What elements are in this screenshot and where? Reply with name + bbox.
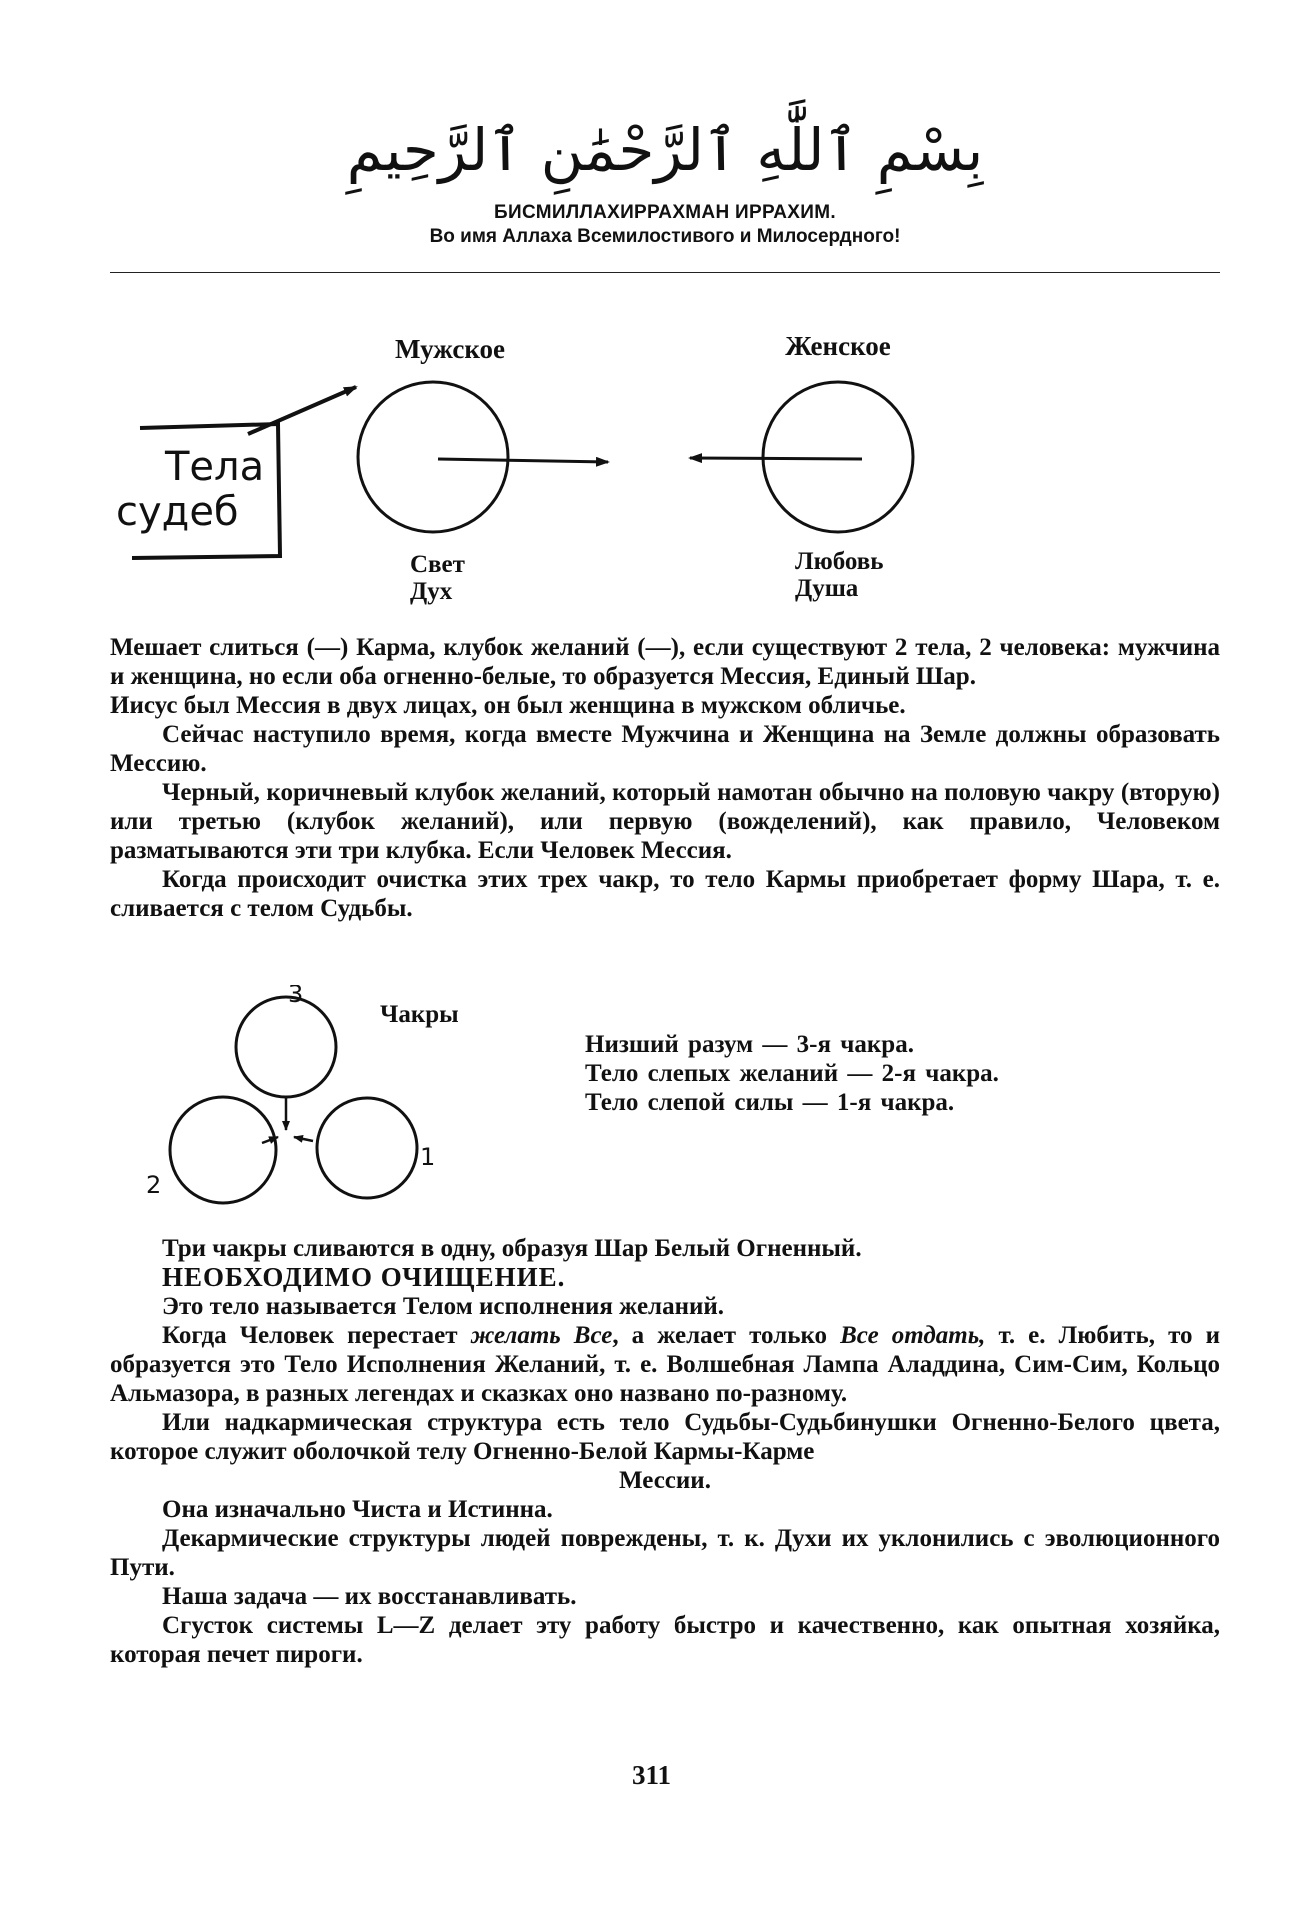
- header-title: БИСМИЛЛАХИРРАХМАН ИРРАХИМ.: [494, 202, 836, 223]
- paragraph: Наша задача — их восстанавливать.: [162, 1583, 577, 1610]
- italic-run: желать Все: [470, 1322, 613, 1349]
- header-divider: [110, 272, 1220, 273]
- box-text-line2: судеб: [116, 489, 239, 535]
- header-subtitle: Во имя Аллаха Всемилостивого и Милосердного!: [429, 226, 901, 247]
- male-label: Мужское: [394, 334, 506, 364]
- chakra-1-number: 1: [420, 1143, 436, 1171]
- paragraph: Три чакры сливаются в одну, образуя Шар Белый Огненный.: [162, 1235, 862, 1262]
- paragraph: Или надкармическая структура есть тело Судьбы-Судьбинушки Огненно-Белого цвета, которое служит оболочкой телу Огненно-Белой Кармы-Карме: [110, 1409, 1220, 1465]
- paragraph: Мешает слиться (—) Карма, клубок желаний (—), если существуют 2 тела, 2 человека: мужчина и женщина, но если оба огненно-белые, то образуется Мессия, Единый Шар.: [110, 634, 1220, 690]
- male-arrow: [438, 459, 608, 462]
- left-caption-spirit: Дух: [410, 578, 453, 605]
- paragraph-caps: НЕОБХОДИМО ОЧИЩЕНИЕ.: [162, 1262, 566, 1292]
- paragraph: Сейчас наступило время, когда вместе Мужчина и Женщина на Земле должны образовать Мессию.: [110, 721, 1220, 777]
- italic-run: Все отдать,: [840, 1322, 986, 1349]
- paragraph: Она изначально Чиста и Истинна.: [162, 1496, 553, 1523]
- left-caption-light: Свет: [410, 551, 465, 578]
- text-run: , а желает только: [612, 1322, 841, 1349]
- paragraph: Мессии.: [619, 1467, 711, 1494]
- chakra-1-arrow: [294, 1137, 313, 1141]
- right-caption-love: Любовь: [795, 548, 884, 575]
- text-run: т. е. Любить, то и образуется это Тело Исполнения Желаний, т. е. Волшебная Лампа Аладдина, Сим-Сим, Кольцо Альмазора, в разных легендах и сказках оно названо по-разному.: [110, 1322, 1220, 1407]
- paragraph: Когда происходит очистка этих трех чакр, то тело Кармы приобретает форму Шара, т. е. сливается с телом Судьбы.: [110, 866, 1220, 922]
- chakra-1-circle: [317, 1098, 417, 1198]
- chakras-diagram: [100, 985, 500, 1220]
- paragraph: [110, 1321, 1220, 1408]
- text-run: Когда Человек перестает: [162, 1322, 471, 1349]
- chakra-3-description: Низший разум — 3-я чакра.: [585, 1031, 914, 1058]
- box-arrow: [248, 387, 356, 434]
- paragraph: Декармические структуры людей повреждены, т. к. Духи их уклонились с эволюционного Пути.: [110, 1525, 1220, 1581]
- right-caption-soul: Душа: [795, 575, 859, 602]
- box-text-line1: Тела: [165, 444, 265, 490]
- chakras-legend: [585, 1030, 999, 1117]
- male-female-diagram: [0, 300, 1303, 620]
- section-2-text: [110, 1234, 1220, 1669]
- section-1-text: [110, 633, 1220, 923]
- chakra-3-circle: [236, 997, 336, 1097]
- basmala-calligraphy: بِسْمِ ٱللَّٰهِ ٱلرَّحْمَٰنِ ٱلرَّحِيمِ: [346, 116, 984, 184]
- chakra-2-description: Тело слепых желаний — 2-я чакра.: [585, 1060, 999, 1087]
- chakra-2-circle: [170, 1097, 276, 1203]
- paragraph: Иисус был Мессия в двух лицах, он был женщина в мужском обличье.: [110, 692, 906, 719]
- male-circle: [358, 382, 508, 532]
- chakra-3-number: 3: [288, 985, 304, 1008]
- female-circle: [763, 382, 913, 532]
- paragraph: Это тело называется Телом исполнения желаний.: [162, 1293, 725, 1320]
- chakra-2-number: 2: [146, 1171, 162, 1199]
- chakra-1-description: Тело слепой силы — 1-я чакра.: [585, 1089, 955, 1116]
- paragraph: Сгусток системы L—Z делает эту работу быстро и качественно, как опытная хозяйка, которая печет пироги.: [110, 1612, 1220, 1668]
- female-label: Женское: [785, 331, 891, 361]
- page-number: 311: [631, 1760, 671, 1790]
- paragraph: Черный, коричневый клубок желаний, который намотан обычно на половую чакру (вторую) или третью (клубок желаний), или первую (вожделений), как правило, Человеком разматываются эти три клубка. Если Человек Мессия.: [110, 779, 1220, 864]
- chakras-label: Чакры: [380, 1001, 459, 1028]
- page-header: [110, 110, 1220, 248]
- female-arrow: [690, 458, 862, 459]
- fate-bodies-box: [116, 387, 356, 558]
